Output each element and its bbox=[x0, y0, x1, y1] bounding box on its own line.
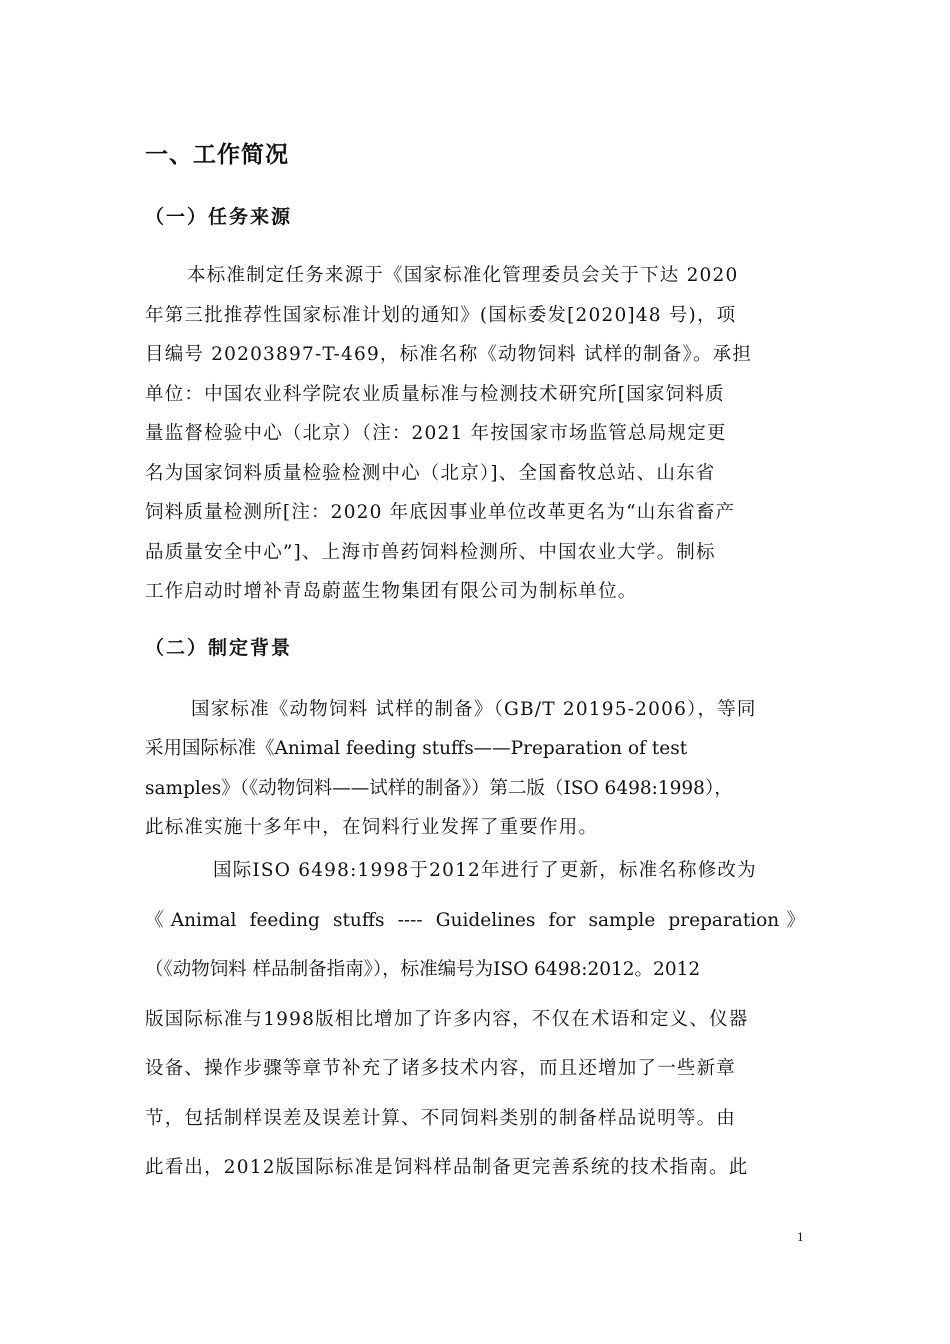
page-number: 1 bbox=[797, 1229, 804, 1244]
subsection-heading-task-source: （一）任务来源 bbox=[145, 206, 293, 228]
paragraph-background-2 bbox=[145, 856, 805, 1203]
section-heading: 一、工作简况 bbox=[145, 142, 289, 168]
paragraph-line: 品质量安全中心”]、上海市兽药饲料检测所、中国农业大学。制标 bbox=[145, 541, 716, 563]
paragraph-line: 国际ISO 6498:1998于2012年进行了更新，标准名称修改为 bbox=[213, 860, 757, 881]
paragraph-line: 工作启动时增补青岛蔚蓝生物集团有限公司为制标单位。 bbox=[145, 581, 638, 602]
paragraph-line: 采用国际标准《Animal feeding stuffs——Preparation of test bbox=[145, 738, 688, 760]
subsection-heading-background: （二）制定背景 bbox=[145, 637, 293, 659]
paragraph-line: 年第三批推荐性国家标准计划的通知》(国标委发[2020]48 号)，项 bbox=[145, 304, 737, 326]
paragraph-line: samples》（《动物饲料——试样的制备》）第二版（ISO 6498:1998）， bbox=[145, 777, 733, 799]
paragraph-line: 名为国家饲料质量检验检测中心（北京）]、全国畜牧总站、山东省 bbox=[145, 462, 716, 484]
paragraph-line: （《动物饲料 样品制备指南》），标准编号为ISO 6498:2012。2012 bbox=[145, 959, 701, 980]
paragraph-line: 节，包括制样误差及误差计算、不同饲料类别的制备样品说明等。由 bbox=[145, 1107, 737, 1129]
paragraph-line: 版国际标准与1998版相比增加了许多内容，不仅在术语和定义、仪器 bbox=[145, 1008, 749, 1030]
paragraph-line: 此看出，2012版国际标准是饲料样品制备更完善系统的技术指南。此 bbox=[145, 1157, 749, 1178]
paragraph-line: 量监督检验中心（北京）（注：2021 年按国家市场监管总局规定更 bbox=[145, 423, 727, 444]
paragraph-line: 国家标准《动物饲料 试样的制备》（GB/T 20195-2006），等同 bbox=[191, 699, 757, 720]
paragraph-line: 设备、操作步骤等章节补充了诸多技术内容，而且还增加了一些新章 bbox=[145, 1058, 737, 1079]
paragraph-line: 饲料质量检测所[注：2020 年底因事业单位改革更名为“山东省畜产 bbox=[145, 502, 736, 523]
paragraph-background-1 bbox=[145, 696, 805, 853]
paragraph-line: 《Animal feeding stuffs ---- Guidelines for sample preparation》 bbox=[145, 909, 805, 931]
paragraph-task-source bbox=[145, 262, 805, 618]
paragraph-line: 本标准制定任务来源于《国家标准化管理委员会关于下达 2020 bbox=[187, 265, 739, 286]
paragraph-line: 目编号 20203897-T-469，标准名称《动物饲料 试样的制备》。承担 bbox=[145, 344, 753, 365]
paragraph-line: 单位：中国农业科学院农业质量标准与检测技术研究所[国家饲料质 bbox=[145, 383, 725, 405]
paragraph-line: 此标准实施十多年中，在饲料行业发挥了重要作用。 bbox=[145, 816, 599, 838]
